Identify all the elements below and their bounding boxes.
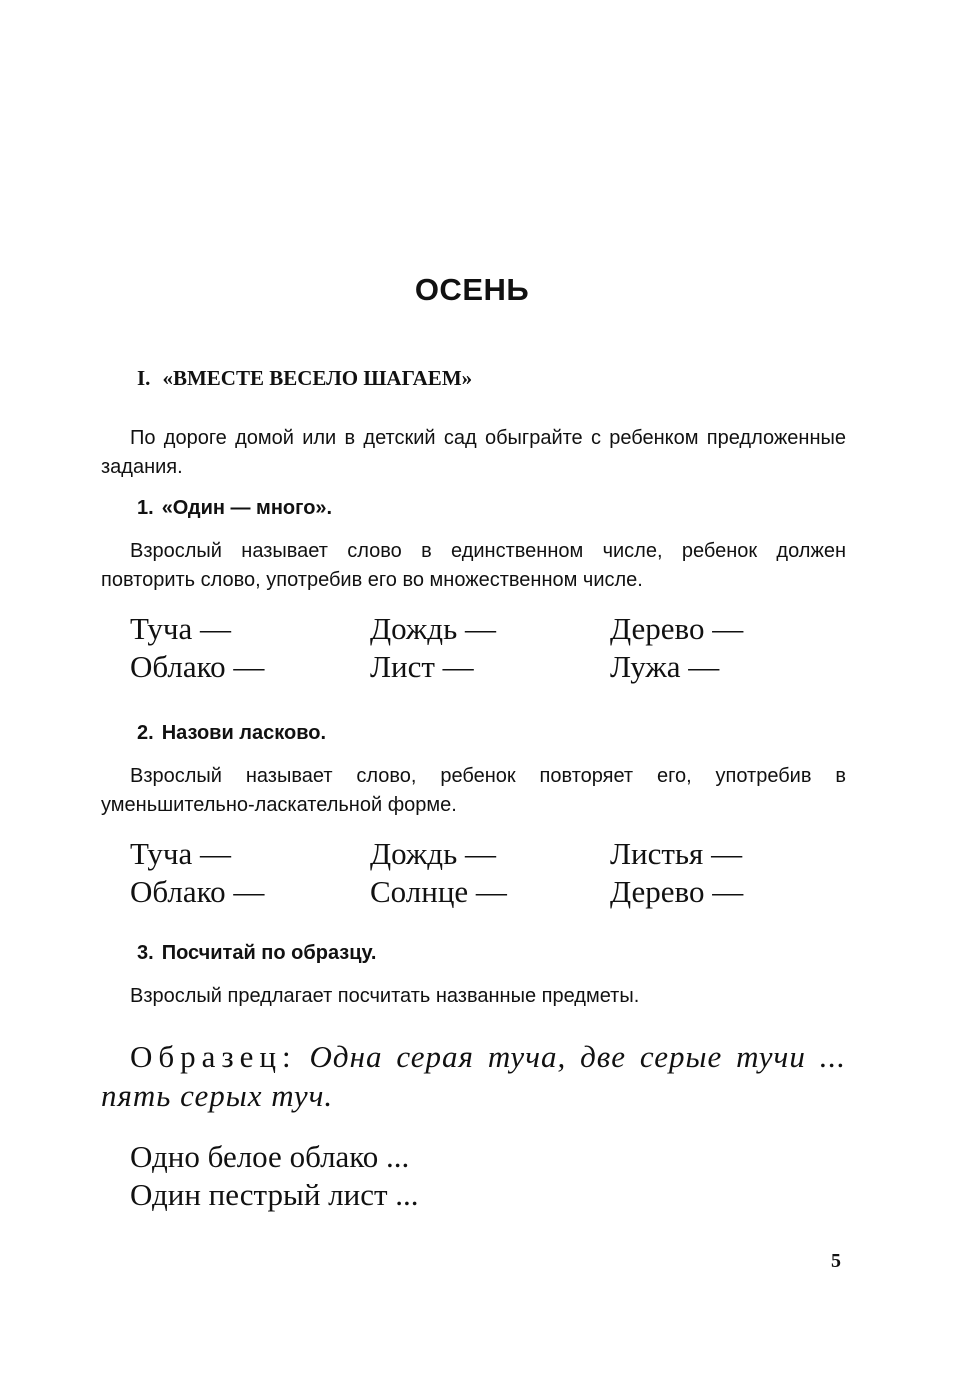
word-cell: Дождь — <box>370 611 496 646</box>
word-cell: Туча — <box>130 611 231 646</box>
word-row <box>130 648 850 686</box>
word-row <box>130 835 850 873</box>
page-number: 5 <box>831 1250 841 1272</box>
word-cell: Лужа — <box>610 649 720 684</box>
section-heading <box>137 366 472 391</box>
task-3-sample <box>101 1037 846 1115</box>
exercise-line: Один пестрый лист ... <box>130 1177 419 1212</box>
task-1-title: «Один — много». <box>161 497 333 519</box>
sample-text: Одна серая туча, две серые тучи ... пять серых туч. <box>101 1039 846 1113</box>
word-cell: Облако — <box>130 874 265 909</box>
task-3-number: 3. <box>137 942 154 964</box>
intro-paragraph: По дороге домой или в детский сад обыграйте с ребенком предложенные задания. <box>101 427 846 478</box>
page-title: ОСЕНЬ <box>414 272 530 307</box>
word-cell: Дерево — <box>610 611 744 646</box>
task-2-word-table <box>130 835 850 911</box>
word-cell: Листья — <box>610 836 743 871</box>
task-2-instruction: Взрослый называет слово, ребенок повторяет его, употребив в уменьшительно-ласкательной форме. <box>101 765 846 816</box>
word-cell: Солнце — <box>370 874 507 909</box>
section-number: I. <box>137 366 151 390</box>
task-1-number: 1. <box>137 497 154 519</box>
sample-label: Образец: <box>130 1039 297 1074</box>
task-3-lines <box>130 1138 419 1214</box>
word-cell: Туча — <box>130 836 231 871</box>
exercise-line: Одно белое облако ... <box>130 1139 410 1174</box>
task-3-title: Посчитай по образцу. <box>161 942 377 964</box>
word-cell: Дождь — <box>370 836 496 871</box>
task-2-heading <box>137 722 326 745</box>
task-3-instruction: Взрослый предлагает посчитать названные предметы. <box>130 985 640 1007</box>
task-2-number: 2. <box>137 722 154 744</box>
section-title: «ВМЕСТЕ ВЕСЕЛО ШАГАЕМ» <box>162 366 473 390</box>
task-1-heading <box>137 497 332 520</box>
task-3-heading <box>137 942 376 965</box>
word-cell: Облако — <box>130 649 265 684</box>
word-cell: Лист — <box>370 649 474 684</box>
task-2-title: Назови ласково. <box>161 722 327 744</box>
word-cell: Дерево — <box>610 874 744 909</box>
word-row <box>130 873 850 911</box>
word-row <box>130 610 850 648</box>
task-1-instruction: Взрослый называет слово в единственном числе, ребенок должен повторить слово, употребив его во множественном числе. <box>101 540 846 591</box>
task-1-word-table <box>130 610 850 686</box>
